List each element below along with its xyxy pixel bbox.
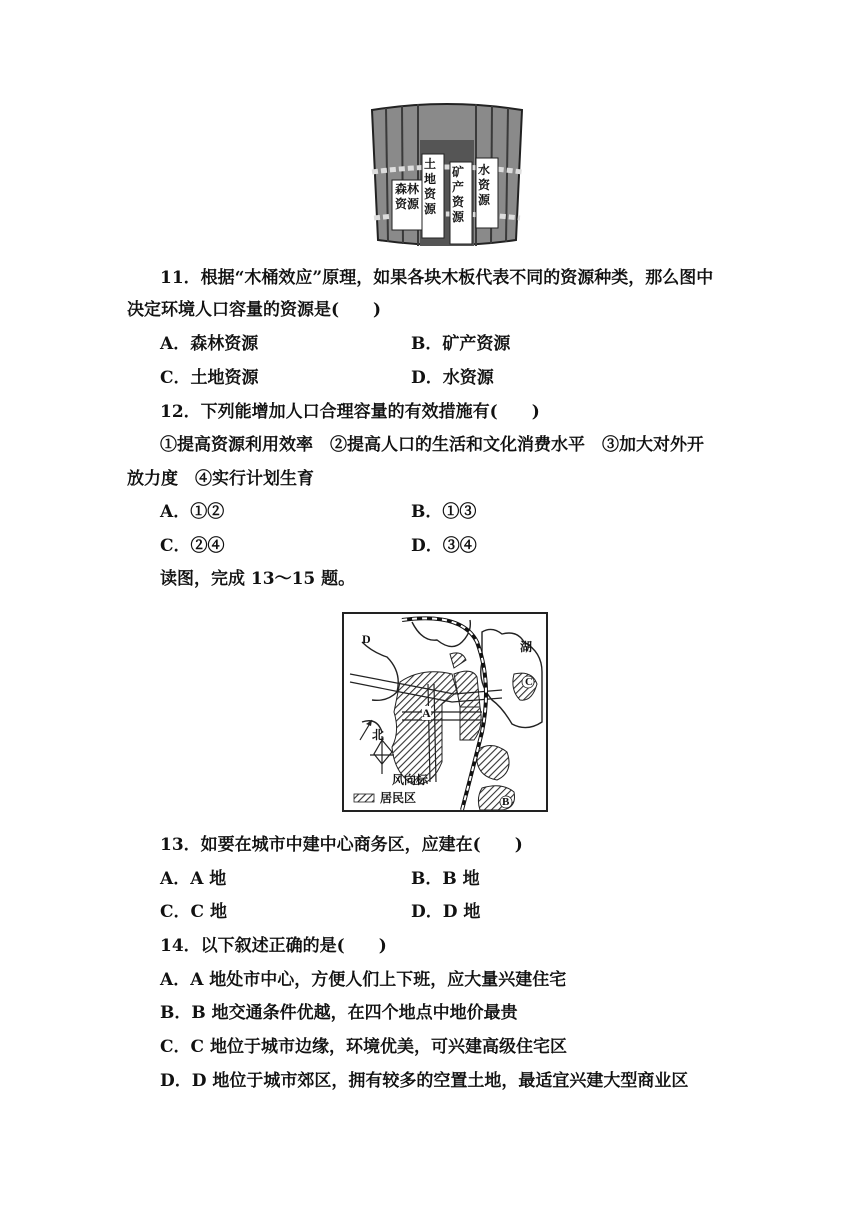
map-label-b: B: [502, 796, 510, 808]
city-map: [342, 612, 548, 812]
q12-options-line1: ①提高资源利用效率 ②提高人口的生活和文化消费水平 ③加大对外开: [160, 435, 704, 455]
q11-option-d: D．水资源: [411, 368, 494, 388]
q12-option-c: C．②④: [160, 536, 225, 556]
q14-option-d: D．D 地位于城市郊区，拥有较多的空置土地，最适宜兴建大型商业区: [160, 1071, 689, 1091]
q13-option-a: A．A 地: [160, 869, 227, 889]
map-label-d: D: [362, 632, 371, 646]
map-label-c: C: [525, 676, 533, 688]
q11-stem-line1: 11．根据“木桶效应”原理，如果各块木板代表不同的资源种类，那么图中: [160, 268, 714, 288]
q14-option-c: C．C 地位于城市边缘，环境优美，可兴建高级住宅区: [160, 1037, 567, 1057]
map-label-lake: 湖: [520, 640, 533, 654]
map-label-wind: 风向标: [392, 773, 429, 787]
q12-option-d: D．③④: [411, 536, 477, 556]
plank-water-label: 水资源: [477, 163, 490, 207]
q12-options-line2: 放力度 ④实行计划生育: [127, 469, 314, 489]
plank-mineral-label: 矿产资源: [451, 165, 464, 224]
plank-forest-label: 森林资源: [394, 182, 419, 211]
legend-swatch: [354, 794, 374, 802]
map-intro: 读图，完成 13～15 题。: [160, 569, 356, 589]
q11-stem-line2: 决定环境人口容量的资源是( ): [127, 300, 382, 320]
barrel-figure: [366, 100, 528, 246]
q12-option-b: B．①③: [411, 502, 477, 522]
q13-stem: 13．如要在城市中建中心商务区，应建在( ): [160, 835, 523, 855]
q11-option-c: C．土地资源: [160, 368, 259, 388]
q11-option-b: B．矿产资源: [411, 334, 511, 354]
q13-option-b: B．B 地: [411, 869, 480, 889]
map-label-a: A: [422, 706, 431, 720]
q14-stem: 14．以下叙述正确的是( ): [160, 936, 387, 956]
q13-option-d: D．D 地: [411, 902, 481, 922]
q11-option-a: A．森林资源: [160, 334, 259, 354]
q13-option-c: C．C 地: [160, 902, 227, 922]
map-legend-label: 居民区: [380, 791, 417, 805]
q12-option-a: A．①②: [160, 502, 225, 522]
q14-option-b: B．B 地交通条件优越，在四个地点中地价最贵: [160, 1003, 518, 1023]
q12-stem: 12．下列能增加人口合理容量的有效措施有( ): [160, 402, 540, 422]
map-label-north: 北: [372, 728, 385, 742]
q14-option-a: A．A 地处市中心，方便人们上下班，应大量兴建住宅: [160, 970, 567, 990]
plank-land-label: 土地资源: [423, 157, 436, 216]
